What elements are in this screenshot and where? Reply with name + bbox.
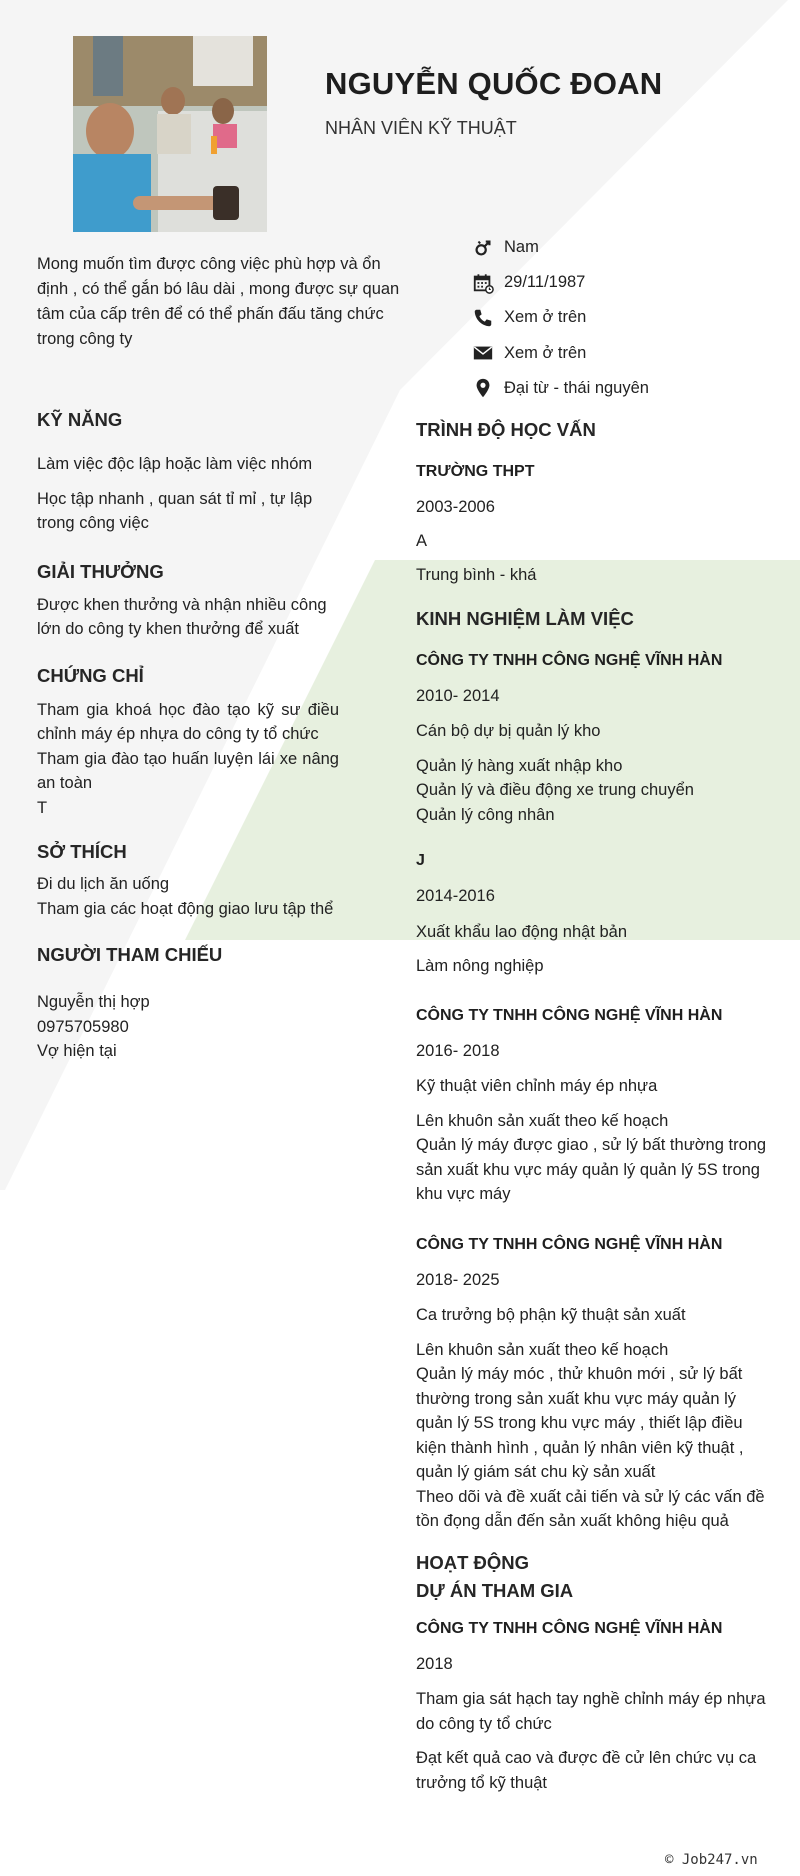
education-grade: Trung bình - khá [416, 566, 537, 584]
skills-heading: KỸ NĂNG [37, 409, 123, 430]
email-icon [472, 342, 494, 364]
job-period: 2014-2016 [416, 887, 495, 905]
reference-relation: Vợ hiện tại [37, 1042, 117, 1060]
job-company: CÔNG TY TNHH CÔNG NGHỆ VĨNH HÀN [416, 1006, 723, 1024]
skill-item: Làm việc độc lập hoặc làm việc nhóm [37, 455, 313, 473]
activity-item: Tham gia sát hạch tay nghề chỉnh máy ép nhựa do công ty tổ chức [416, 1690, 766, 1733]
job-duty: Lên khuôn sản xuất theo kế hoạch [416, 1340, 669, 1359]
candidate-name: NGUYỄN QUỐC ĐOAN [325, 66, 663, 101]
education-major: A [416, 531, 428, 550]
job-position: Xuất khẩu lao động nhật bản [416, 922, 628, 941]
job-duty: Lên khuôn sản xuất theo kế hoạch [416, 1111, 669, 1130]
job-position: Cán bộ dự bị quản lý kho [416, 722, 601, 740]
contact-gender [472, 230, 792, 265]
job-company: CÔNG TY TNHH CÔNG NGHỆ VĨNH HÀN [416, 651, 723, 669]
contact-text: Xem ở trên [504, 343, 587, 362]
references-heading: NGƯỜI THAM CHIẾU [37, 944, 223, 965]
experience-heading: KINH NGHIỆM LÀM VIỆC [416, 607, 634, 629]
certificate-item: Tham gia khoá học đào tạo kỹ sư điều chỉnh máy ép nhựa do công ty tổ chức [37, 700, 339, 743]
job-position: Ca trưởng bộ phận kỹ thuật sản xuất [416, 1306, 686, 1324]
phone-icon [472, 307, 494, 329]
projects-subheading: DỰ ÁN THAM GIA [416, 1579, 574, 1601]
job-duty: Quản lý và điều động xe trung chuyển [416, 781, 694, 799]
school-name: TRƯỜNG THPT [416, 463, 535, 480]
location-pin-icon [472, 377, 494, 399]
job-period: 2016- 2018 [416, 1041, 500, 1060]
contact-text: 29/11/1987 [504, 273, 586, 292]
calendar-icon [472, 272, 494, 294]
activity-item: Đạt kết quả cao và được đề cử lên chức vụ ca trưởng tổ kỹ thuật [416, 1749, 757, 1792]
contact-text: Xem ở trên [504, 308, 587, 327]
contact-list [472, 230, 792, 406]
skill-item: Học tập nhanh , quan sát tỉ mỉ , tự lập trong công việc [37, 489, 313, 532]
job-duty: Làm nông nghiệp [416, 957, 544, 975]
contact-phone [472, 300, 792, 335]
contact-text: Nam [504, 238, 539, 257]
right-column [416, 418, 776, 1795]
job-duty: Quản lý công nhân [416, 805, 555, 824]
education-period: 2003-2006 [416, 498, 495, 516]
job-company: J [416, 852, 425, 869]
education-heading: TRÌNH ĐỘ HỌC VẤN [416, 419, 596, 440]
contact-address [472, 371, 792, 406]
job-period: 2010- 2014 [416, 686, 500, 705]
left-column [37, 408, 339, 1064]
hobbies-heading: SỞ THÍCH [37, 841, 127, 862]
job-duty: Theo dõi và đề xuất cải tiến và sử lý các vấn đề tồn đọng dẫn đến sản xuất không hiệu quả [416, 1487, 765, 1530]
certificate-item: Tham gia đào tạo huấn luyện lái xe nâng an toàn [37, 749, 339, 792]
gender-icon [472, 237, 494, 259]
job-duty: Quản lý máy móc , thử khuôn mới , sử lý bất thường trong sản xuất khu vực máy quản lý quản lý 5S trong khu vực máy , thiết lập điều kiện thành hình , quản lý nhân viên kỹ thuật , quản lý giám sát chu kỳ sản xuất [416, 1365, 744, 1481]
activities-heading: HOẠT ĐỘNG [416, 1551, 530, 1573]
job-position: Kỹ thuật viên chỉnh máy ép nhựa [416, 1077, 658, 1095]
contact-email [472, 336, 792, 371]
profile-photo [73, 36, 267, 232]
certificate-item: T [37, 798, 48, 817]
hobby-item: Đi du lịch ăn uống [37, 875, 170, 893]
contact-birthdate [472, 265, 792, 300]
career-objective: Mong muốn tìm được công việc phù hợp và ổn định , có thể gắn bó lâu dài , mong được sự quan tâm của cấp trên để có thể phấn đấu tăng chức trong công ty [37, 255, 400, 348]
reference-phone: 0975705980 [37, 1017, 129, 1036]
certificates-heading: CHỨNG CHỈ [37, 664, 144, 686]
reference-name: Nguyễn thị hợp [37, 993, 150, 1011]
contact-text: Đại từ - thái nguyên [504, 378, 649, 397]
job-title: NHÂN VIÊN KỸ THUẬT [325, 118, 517, 138]
activity-company: CÔNG TY TNHH CÔNG NGHỆ VĨNH HÀN [416, 1619, 723, 1637]
job-duty: Quản lý hàng xuất nhập kho [416, 756, 623, 775]
job-duty: Quản lý máy được giao , sử lý bất thường trong sản xuất khu vực máy quản lý quản lý 5S trong khu vực máy [416, 1136, 767, 1203]
job-company: CÔNG TY TNHH CÔNG NGHỆ VĨNH HÀN [416, 1235, 723, 1253]
hobby-item: Tham gia các hoạt động giao lưu tập thể [37, 899, 334, 918]
footer-copyright: © Job247.vn [665, 1852, 758, 1868]
awards-text: Được khen thưởng và nhận nhiều công lớn do công ty khen thưởng để xuất [37, 595, 327, 638]
activity-year: 2018 [416, 1654, 453, 1673]
awards-heading: GIẢI THƯỞNG [37, 560, 164, 582]
job-period: 2018- 2025 [416, 1270, 500, 1289]
